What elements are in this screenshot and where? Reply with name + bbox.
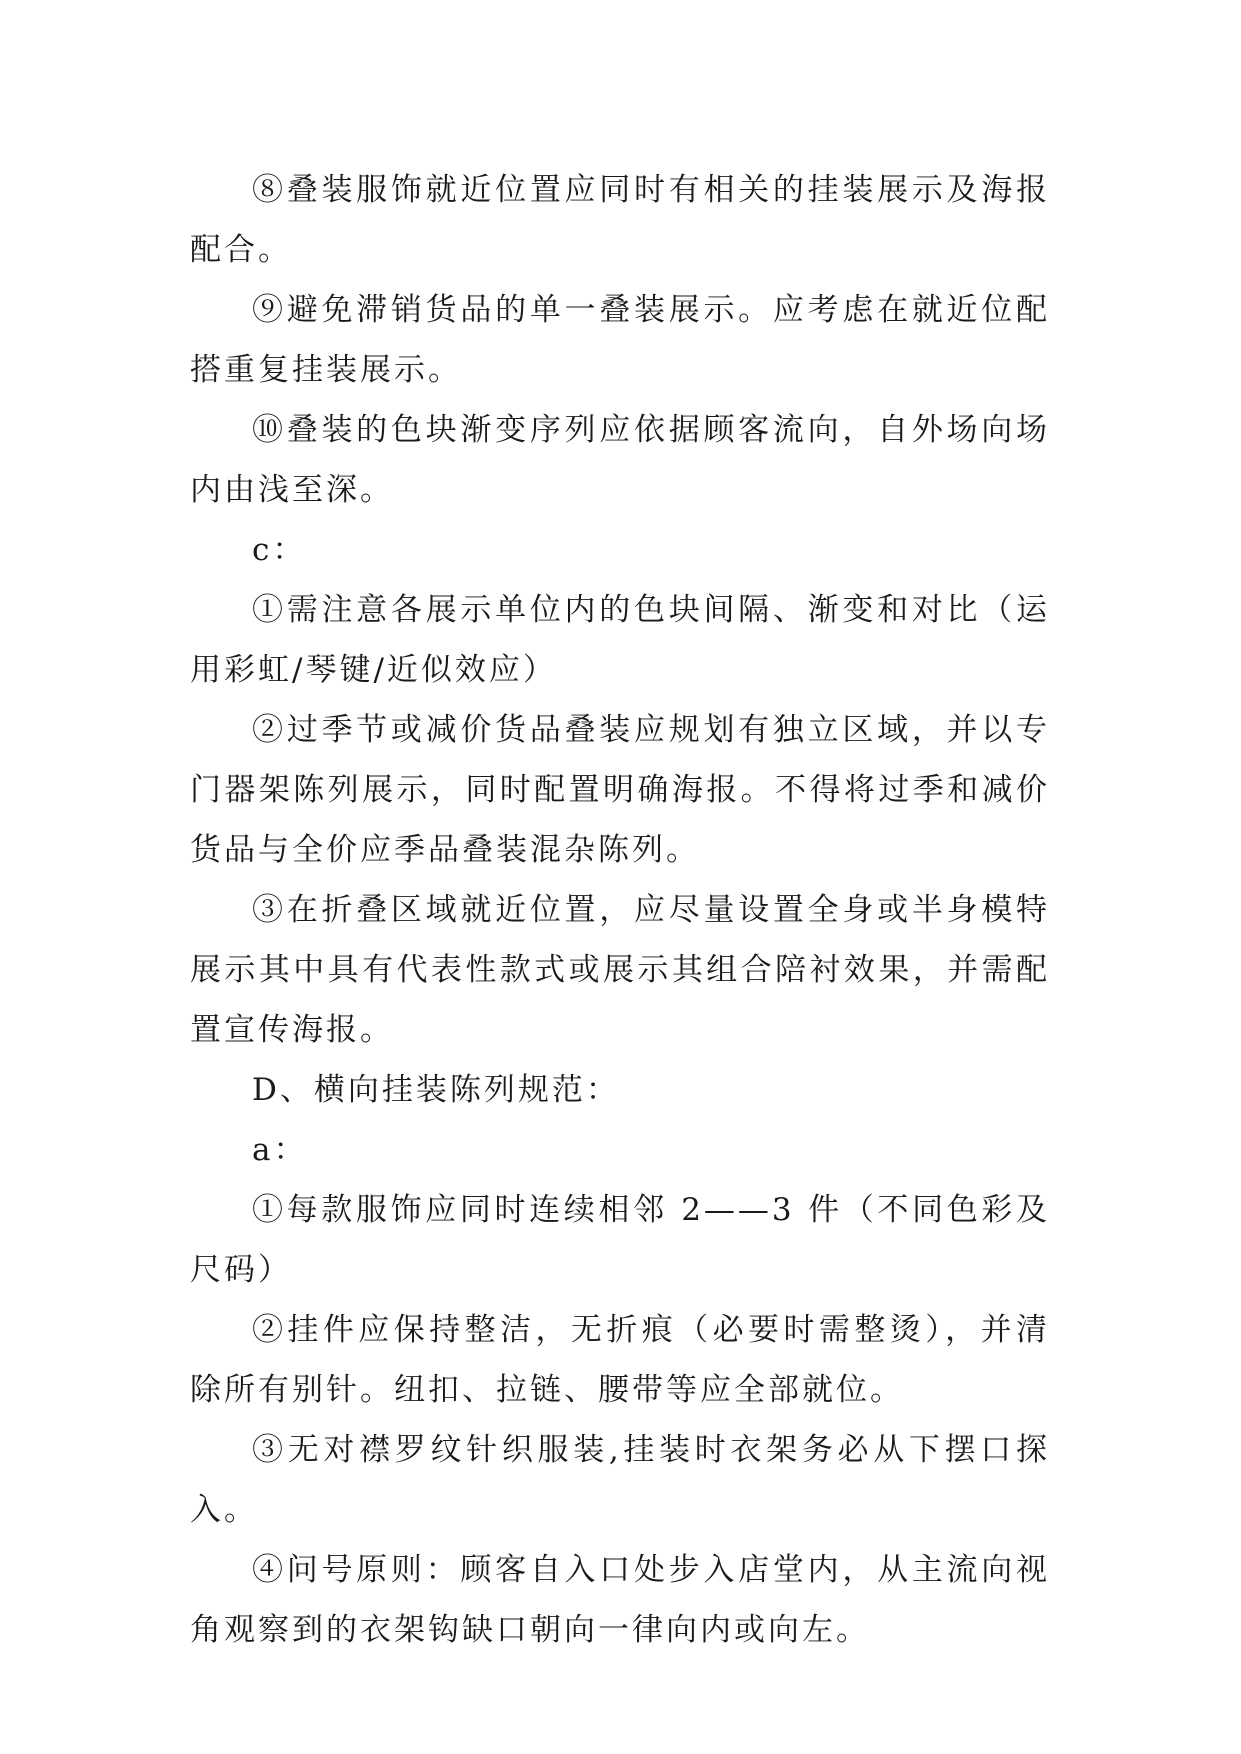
paragraph-a-item-2: ②挂件应保持整洁，无折痕（必要时需整烫），并清除所有别针。纽扣、拉链、腰带等应全部就位。 <box>190 1312 1050 1408</box>
section-label-c: c： <box>252 532 307 568</box>
paragraph-a-item-3: ③无对襟罗纹针织服装,挂装时衣架务必从下摆口探入。 <box>190 1432 1050 1528</box>
paragraph-a-item-1: ①每款服饰应同时连续相邻 2——3 件（不同色彩及尺码） <box>190 1192 1050 1288</box>
paragraph-c-item-3: ③在折叠区域就近位置，应尽量设置全身或半身模特展示其中具有代表性款式或展示其组合陪衬效果，并需配置宣传海报。 <box>190 892 1050 1048</box>
section-heading-d: D、横向挂装陈列规范： <box>252 1072 620 1108</box>
paragraph-item-9: ⑨避免滞销货品的单一叠装展示。应考虑在就近位配搭重复挂装展示。 <box>190 292 1050 388</box>
paragraph-c-item-1: ①需注意各展示单位内的色块间隔、渐变和对比（运用彩虹/琴键/近似效应） <box>190 592 1050 688</box>
paragraph-a-item-4: ④问号原则：顾客自入口处步入店堂内，从主流向视角观察到的衣架钩缺口朝向一律向内或向左。 <box>190 1552 1050 1648</box>
paragraph-item-10: ⑩叠装的色块渐变序列应依据顾客流向，自外场向场内由浅至深。 <box>190 412 1050 508</box>
section-label-a: a： <box>252 1132 308 1168</box>
paragraph-item-8: ⑧叠装服饰就近位置应同时有相关的挂装展示及海报配合。 <box>190 172 1050 268</box>
paragraph-c-item-2: ②过季节或减价货品叠装应规划有独立区域，并以专门器架陈列展示，同时配置明确海报。不得将过季和减价货品与全价应季品叠装混杂陈列。 <box>190 712 1050 868</box>
document-body <box>190 160 1050 1660</box>
